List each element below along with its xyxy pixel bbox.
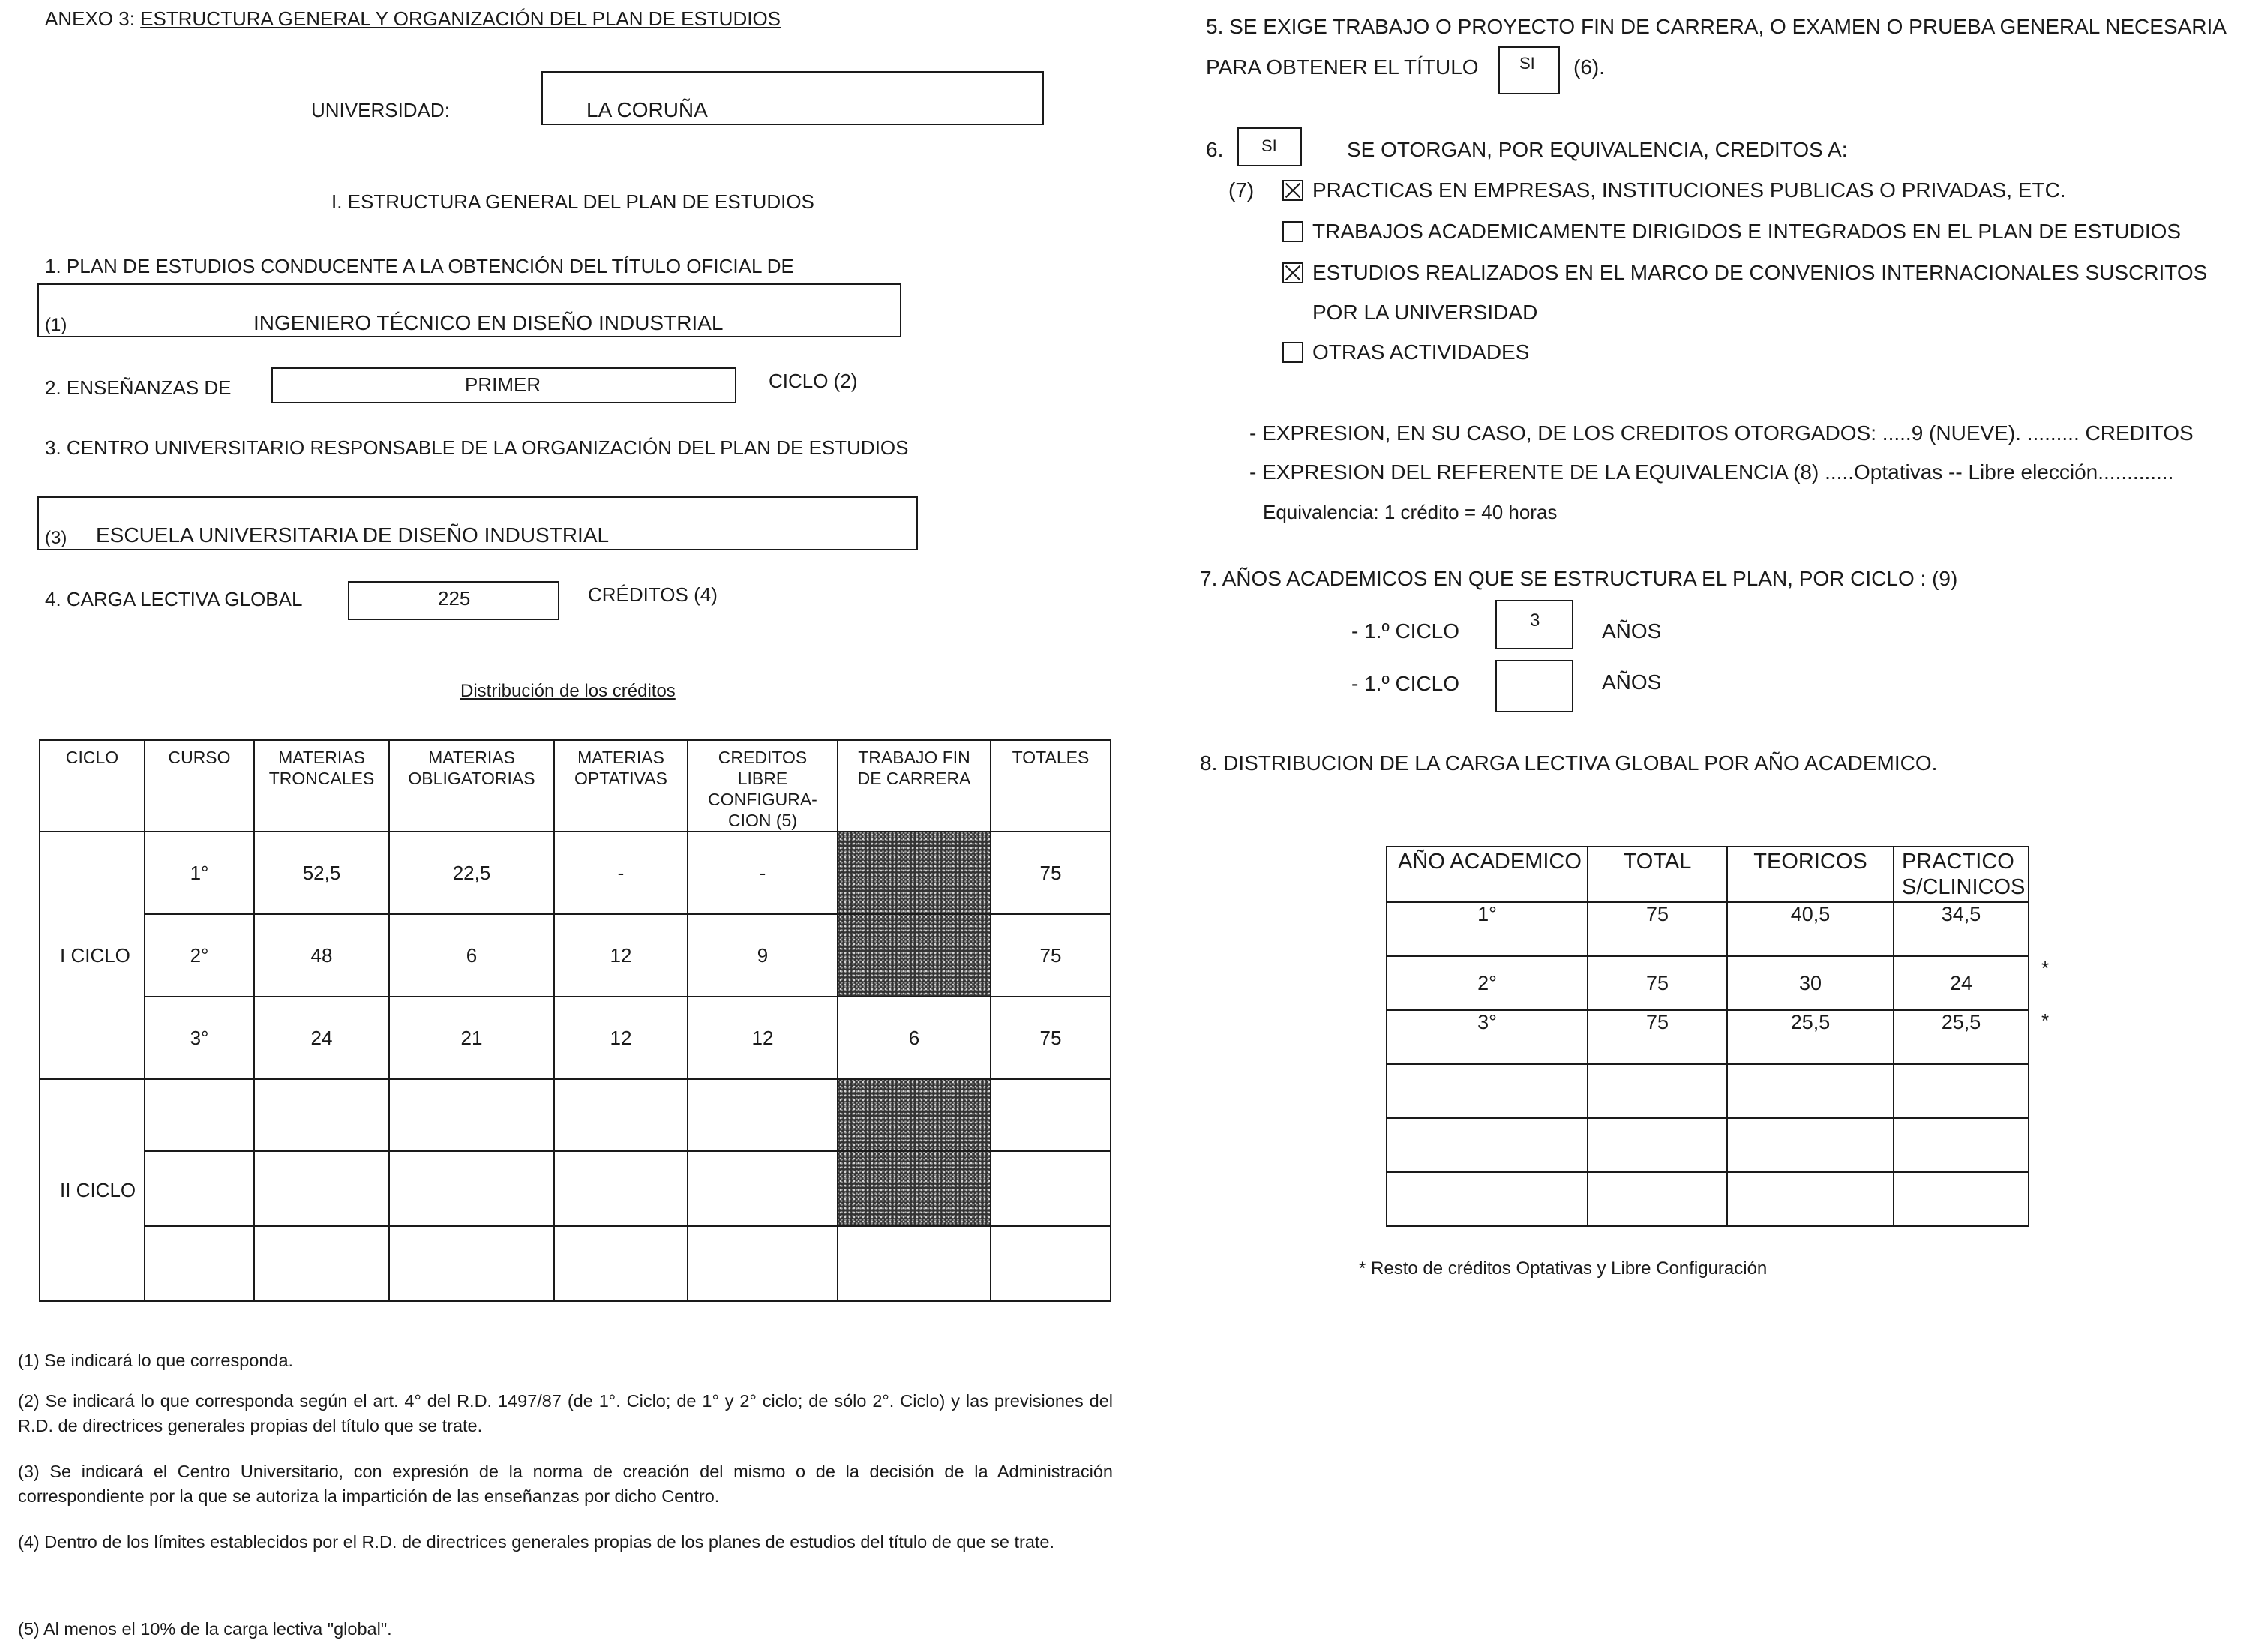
cell-empty <box>1387 1172 1588 1226</box>
cell-curso: 1° <box>145 832 254 914</box>
cell-empty <box>688 1226 838 1301</box>
cell-empty <box>1387 1064 1588 1118</box>
cell-empty <box>688 1151 838 1226</box>
col-curso: CURSO <box>145 740 254 832</box>
cell-empty <box>554 1151 688 1226</box>
year-row2-mark: * <box>2041 957 2050 979</box>
cell-empty <box>145 1226 254 1301</box>
cell-empty <box>1894 1064 2029 1118</box>
cell-troncales: 52,5 <box>254 832 389 914</box>
item5-box <box>1498 46 1560 94</box>
cell-totales: 75 <box>991 832 1111 914</box>
cell-troncales: 24 <box>254 997 389 1079</box>
table-row <box>1387 1064 2029 1118</box>
cell-empty <box>688 1079 838 1151</box>
option-trabajos-checkbox[interactable] <box>1282 221 1303 242</box>
cell-empty <box>1894 1118 2029 1172</box>
cell-empty <box>1588 1064 1727 1118</box>
table-row <box>40 1151 1111 1226</box>
table-row <box>1387 1010 2029 1064</box>
annex-prefix: ANEXO 3: <box>45 7 135 30</box>
expr-ref: - EXPRESION DEL REFERENTE DE LA EQUIVALENCIA (8) .....Optativas -- Libre elección............. <box>1249 460 2174 484</box>
cycle-b-box <box>1495 660 1573 712</box>
cell-trabajo-shaded <box>838 914 991 997</box>
cell-obligatorias: 21 <box>389 997 554 1079</box>
cell-empty <box>389 1079 554 1151</box>
annex-title: ESTRUCTURA GENERAL Y ORGANIZACIÓN DEL PLAN DE ESTUDIOS <box>140 7 781 30</box>
cell-libre: 12 <box>688 997 838 1079</box>
cell-obligatorias: 6 <box>389 914 554 997</box>
cell-obligatorias: 22,5 <box>389 832 554 914</box>
cell-optativas: - <box>554 832 688 914</box>
item5-value: SI <box>1519 54 1535 73</box>
load-field <box>348 581 559 620</box>
cell-year: 3° <box>1387 1010 1588 1064</box>
table-row <box>1387 902 2029 956</box>
col-libre: CREDITOS LIBRE CONFIGURA- CION (5) <box>688 740 838 832</box>
footnote-5: (5) Al menos el 10% de la carga lectiva "global". <box>18 1619 392 1639</box>
cell-empty <box>145 1079 254 1151</box>
col-troncales: MATERIAS TRONCALES <box>254 740 389 832</box>
plan-ref: (1) <box>45 315 67 335</box>
table-row <box>40 1226 1111 1301</box>
center-field <box>37 496 918 550</box>
load-suffix: CRÉDITOS (4) <box>588 583 718 606</box>
teaching-field <box>271 367 736 403</box>
cell-empty <box>1588 1172 1727 1226</box>
col-optativas: MATERIAS OPTATIVAS <box>554 740 688 832</box>
option-trabajos-label: TRABAJOS ACADEMICAMENTE DIRIGIDOS E INTEGRADOS EN EL PLAN DE ESTUDIOS <box>1312 220 2182 243</box>
year-table <box>1386 846 2029 1227</box>
col-total: TOTAL <box>1588 847 1727 902</box>
cycle-a-value: 3 <box>1530 610 1540 631</box>
cell-empty <box>1727 1064 1894 1118</box>
option-otras-checkbox[interactable] <box>1282 342 1303 363</box>
expr-credits: - EXPRESION, EN SU CASO, DE LOS CREDITOS OTORGADOS: .....9 (NUEVE). ......... CREDITOS <box>1249 421 2194 445</box>
option-otras-label: OTRAS ACTIVIDADES <box>1312 340 1530 364</box>
cell-trabajo: 6 <box>838 997 991 1079</box>
cell-curso: 3° <box>145 997 254 1079</box>
year-row3-mark: * <box>2041 1009 2050 1032</box>
cell-libre: - <box>688 832 838 914</box>
cell-total: 75 <box>1588 1010 1727 1064</box>
cycle-b-years: AÑOS <box>1602 670 1662 694</box>
load-label: 4. CARGA LECTIVA GLOBAL <box>45 588 303 610</box>
plan-label: 1. PLAN DE ESTUDIOS CONDUCENTE A LA OBTENCIÓN DEL TÍTULO OFICIAL DE <box>45 255 794 277</box>
plan-field <box>37 283 901 337</box>
cell-trabajo-shaded <box>838 1151 991 1226</box>
table-row <box>40 832 1111 914</box>
equivalence: Equivalencia: 1 crédito = 40 horas <box>1263 501 1558 523</box>
item5-suffix: (6). <box>1573 55 1605 79</box>
center-label: 3. CENTRO UNIVERSITARIO RESPONSABLE DE LA ORGANIZACIÓN DEL PLAN DE ESTUDIOS <box>45 436 909 459</box>
item7: 7. AÑOS ACADEMICOS EN QUE SE ESTRUCTURA EL PLAN, POR CICLO : (9) <box>1200 567 1958 590</box>
col-trabajo: TRABAJO FIN DE CARRERA <box>838 740 991 832</box>
cell-empty <box>389 1226 554 1301</box>
center-ref: (3) <box>45 528 67 548</box>
cell-empty <box>1894 1172 2029 1226</box>
cell-optativas: 12 <box>554 914 688 997</box>
col-ciclo: CICLO <box>40 740 145 832</box>
table-row <box>1387 1172 2029 1226</box>
footnote-2: (2) Se indicará lo que corresponda según el art. 4° del R.D. 1497/87 (de 1°. Ciclo; de 1° y 2° ciclo; de sólo 2°. Ciclo) y las previsiones del R.D. de directrices generales propias del título que se trate. <box>18 1391 1113 1435</box>
cell-empty <box>1727 1118 1894 1172</box>
table-row <box>1387 956 2029 1010</box>
col-totales: TOTALES <box>991 740 1111 832</box>
plan-value: INGENIERO TÉCNICO EN DISEÑO INDUSTRIAL <box>253 311 724 334</box>
cycle1-label: I CICLO <box>40 832 145 1079</box>
cell-empty <box>838 1226 991 1301</box>
cell-empty <box>1588 1118 1727 1172</box>
credits-table <box>39 739 1111 1302</box>
cell-teoricos: 40,5 <box>1727 902 1894 956</box>
cycle-a-label: - 1.º CICLO <box>1351 619 1460 643</box>
cell-total: 75 <box>1588 902 1727 956</box>
cell-empty <box>389 1151 554 1226</box>
item6-prefix: 6. <box>1206 138 1224 161</box>
cell-totales: 75 <box>991 997 1111 1079</box>
option-estudios-cont: POR LA UNIVERSIDAD <box>1312 301 1538 324</box>
cell-curso: 2° <box>145 914 254 997</box>
table-row <box>40 997 1111 1079</box>
option-practicas-label: PRACTICAS EN EMPRESAS, INSTITUCIONES PUBLICAS O PRIVADAS, ETC. <box>1312 178 2066 202</box>
col-practicos: PRACTICO S/CLINICOS <box>1894 847 2029 902</box>
year-footnote: * Resto de créditos Optativas y Libre Configuración <box>1359 1258 1768 1279</box>
cell-empty <box>254 1226 389 1301</box>
load-value: 225 <box>438 587 471 610</box>
item6-ref: (7) <box>1228 178 1255 202</box>
item6-value: SI <box>1261 136 1277 155</box>
item5-line1: 5. SE EXIGE TRABAJO O PROYECTO FIN DE CARRERA, O EXAMEN O PRUEBA GENERAL NECESARIA <box>1206 15 2227 38</box>
cell-teoricos: 25,5 <box>1727 1010 1894 1064</box>
cell-empty <box>554 1079 688 1151</box>
university-value: LA CORUÑA <box>586 98 708 121</box>
cell-empty <box>991 1226 1111 1301</box>
footnote-4: (4) Dentro de los límites establecidos por el R.D. de directrices generales propias de los planes de estudios del título de que se trate. <box>18 1532 1055 1552</box>
cell-year: 2° <box>1387 956 1588 1010</box>
cell-trabajo-shaded <box>838 1079 991 1151</box>
table-row <box>1387 1118 2029 1172</box>
cell-year: 1° <box>1387 902 1588 956</box>
item8: 8. DISTRIBUCION DE LA CARGA LECTIVA GLOBAL POR AÑO ACADEMICO. <box>1200 751 1938 775</box>
table-row <box>40 914 1111 997</box>
option-estudios-label: ESTUDIOS REALIZADOS EN EL MARCO DE CONVENIOS INTERNACIONALES SUSCRITOS <box>1312 261 2208 284</box>
university-label: UNIVERSIDAD: <box>311 99 450 121</box>
footnote-1: (1) Se indicará lo que corresponda. <box>18 1351 294 1370</box>
center-value: ESCUELA UNIVERSITARIA DE DISEÑO INDUSTRIAL <box>96 523 610 547</box>
cell-practicos: 34,5 <box>1894 902 2029 956</box>
cell-empty <box>1387 1118 1588 1172</box>
cell-teoricos: 30 <box>1727 956 1894 1010</box>
cell-practicos: 24 <box>1894 956 2029 1010</box>
option-estudios-checkbox[interactable] <box>1282 262 1303 283</box>
cell-totales: 75 <box>991 914 1111 997</box>
cell-empty <box>254 1079 389 1151</box>
cell-empty <box>554 1226 688 1301</box>
cell-empty <box>1727 1172 1894 1226</box>
university-field <box>541 71 1044 125</box>
col-obligatorias: MATERIAS OBLIGATORIAS <box>389 740 554 832</box>
cell-troncales: 48 <box>254 914 389 997</box>
cell-empty <box>145 1151 254 1226</box>
cell-practicos: 25,5 <box>1894 1010 2029 1064</box>
credits-caption: Distribución de los créditos <box>460 681 676 701</box>
cycle2-label: II CICLO <box>40 1079 145 1301</box>
cell-total: 75 <box>1588 956 1727 1010</box>
cell-trabajo-shaded <box>838 832 991 914</box>
cycle-b-label: - 1.º CICLO <box>1351 672 1460 695</box>
option-practicas-checkbox[interactable] <box>1282 180 1303 201</box>
footnote-3: (3) Se indicará el Centro Universitario, con expresión de la norma de creación del mismo o de la decisión de la Administración correspondiente por la que se autoriza la impartición de las enseñanzas por dicho Centro. <box>18 1462 1113 1506</box>
cycle-a-box <box>1495 600 1573 649</box>
table-row <box>40 1079 1111 1151</box>
col-teoricos: TEORICOS <box>1727 847 1894 902</box>
teaching-label: 2. ENSEÑANZAS DE <box>45 376 232 399</box>
cell-empty <box>991 1151 1111 1226</box>
cell-empty <box>254 1151 389 1226</box>
item6-text: SE OTORGAN, POR EQUIVALENCIA, CREDITOS A: <box>1347 138 1848 161</box>
item5-line2: PARA OBTENER EL TÍTULO <box>1206 55 1479 79</box>
item6-box <box>1237 127 1302 166</box>
teaching-suffix: CICLO (2) <box>769 370 858 392</box>
annex-heading <box>45 7 781 31</box>
cell-optativas: 12 <box>554 997 688 1079</box>
cell-empty <box>991 1079 1111 1151</box>
section-title: I. ESTRUCTURA GENERAL DEL PLAN DE ESTUDIOS <box>331 190 814 213</box>
col-ano: AÑO ACADEMICO <box>1387 847 1588 902</box>
cell-libre: 9 <box>688 914 838 997</box>
teaching-value: PRIMER <box>465 373 541 396</box>
cycle-a-years: AÑOS <box>1602 619 1662 643</box>
